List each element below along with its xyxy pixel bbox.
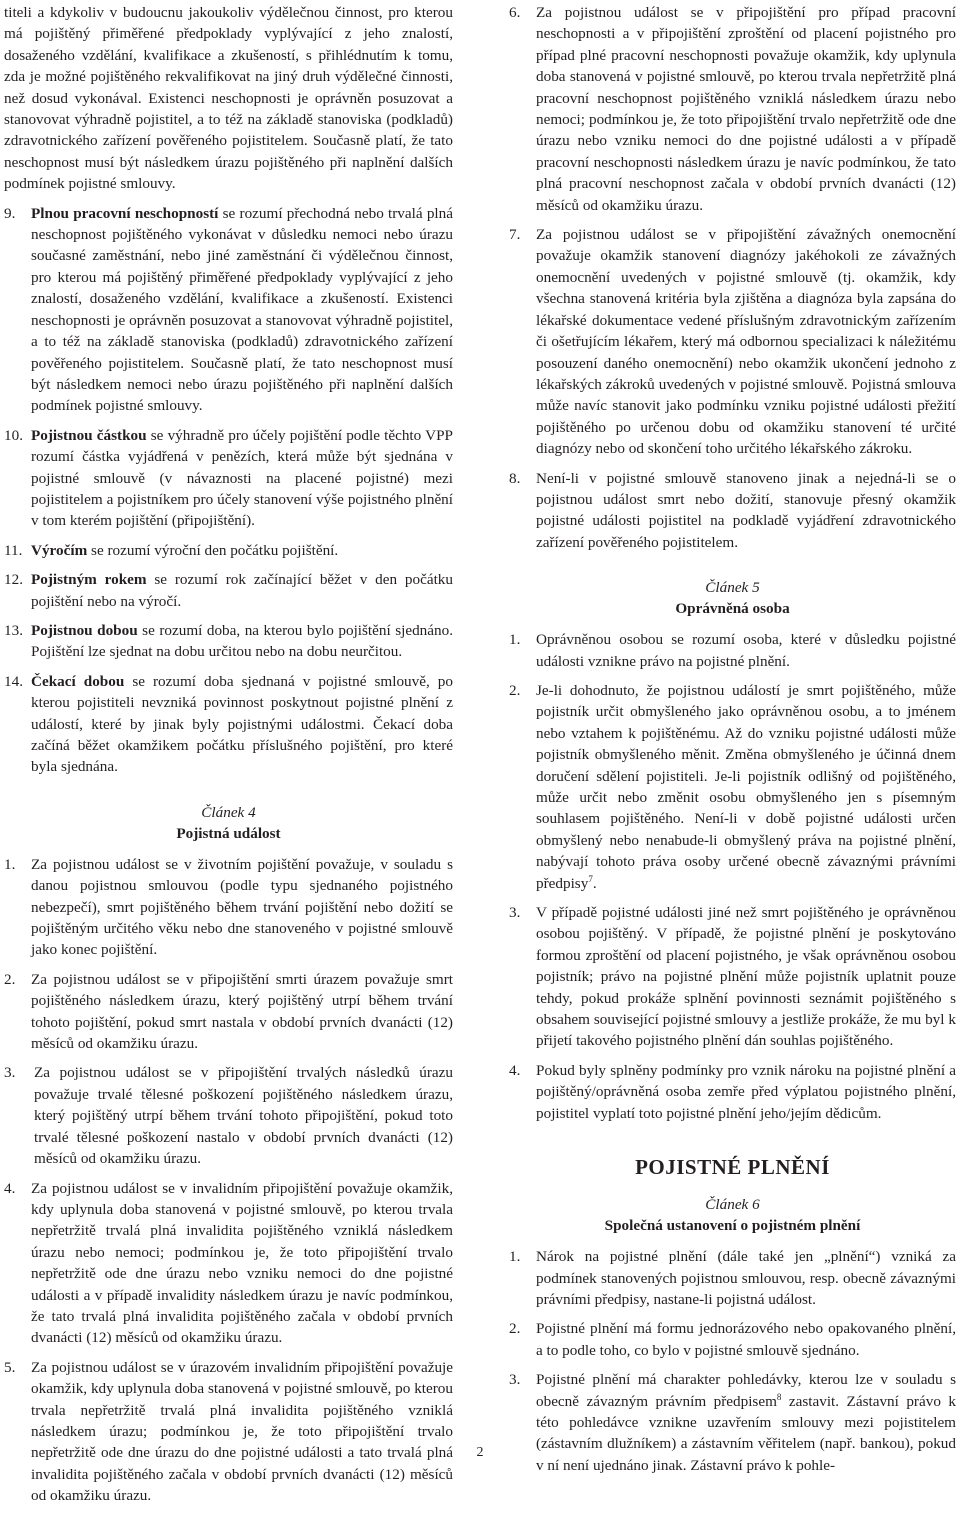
list-item — [509, 1318, 956, 1361]
item-text: V případě pojistné události jiné než smrt pojištěného je oprávněnou osobou pojištěný. V případě, že pojistné plnění je poskytováno formou zproštění od placení pojistného, je však oprávněnou osobou pojistník; právo na pojistné plnění může pojistník uplatnit pouze tehdy, pokud prokáže splnění povinnosti seznámit pojištěného s obsahem související pojistné smlouvy a jestliže prokáže, že mu byl k přijetí takového pojistného plnění dán souhlas pojištěného. — [536, 904, 956, 1050]
article-title: Pojistná událost — [176, 824, 281, 842]
definition-text: se rozumí rok začínající běžet v den počátku pojištění nebo na výročí. — [31, 571, 453, 610]
list-item — [509, 680, 956, 894]
list-item — [509, 224, 956, 459]
item-text: Je-li dohodnuto, že pojistnou událostí je smrt pojištěného, může pojistník určit obmyšleného jako oprávněnou osobu, a to jménem nebo vztahem k pojištěnému. Až do vzniku pojistné události může pojistník obmyšleného měnit. Změna obmyšleného je účinná dnem doručení sdělení pojistiteli. Je-li pojistník odlišný od pojištěného, může určit nebo změnit osobu obmyšleného jen s písemným souhlasem pojištěného. Není-li v době pojistné události určen obmyšlený nebo nenabude-li obmyšlený práva na pojistné plnění, nabývají tohoto práva osoby určené obecně závaznými právními předpisy — [536, 681, 956, 892]
item-number: 11. — [4, 541, 23, 559]
definition-term: Pojistným rokem — [31, 571, 147, 589]
item-number: 1. — [4, 855, 16, 873]
item-number: 1. — [509, 1248, 521, 1266]
article-title: Oprávněná osoba — [675, 600, 790, 618]
list-item — [4, 854, 453, 961]
definitions-list — [4, 203, 453, 778]
definition-text: se rozumí výroční den počátku pojištění. — [87, 541, 339, 559]
footnote-reference: 8 — [776, 1391, 782, 1402]
item-text: Pojistné plnění má charakter pohledávky, kterou lze v souladu s obecně závazným právním předpisem — [536, 1371, 956, 1410]
item-number: 14. — [4, 672, 23, 690]
item-text: Za pojistnou událost se v invalidním připojištění považuje okamžik, kdy uplynula doba stanovená v pojistné smlouvě, po kterou trvala nepřetržitě trvalá plná invalidita pojištěného vzniklá následkem úrazu nebo nemoci; podmínkou je, že toto připojištění trvalo nepřetržitě ode dne úrazu nebo vzniku nemoci do dne pojistné události a v případě invalidity následkem úrazu je navíc podmínkou, že tato trvalá plná invalidita pojištěného začala v období prvních dvanácti (12) měsíců od okamžiku úrazu. — [31, 1179, 453, 1347]
list-item — [509, 2, 956, 216]
article-6-list — [509, 1246, 956, 1476]
definition-item — [4, 569, 453, 612]
intro-paragraph: titeli a kdykoliv v budoucnu jakoukoliv výdělečnou činnost, pro kterou má pojištěný přiměřené předpoklady vyplývající z jeho znalostí, dosaženého vzdělání, kvalifikace a zkušeností, s přihlédnutím k tomu, zda je možné pojištěného rekvalifikovat na jiný druh výdělečné činnosti, než dosud vykonával. Existenci neschopnosti je oprávněn posuzovat a stanovovat výhradně pojistitel, a to též na základě stanoviska (podkladů) zdravotnického zařízení pověřeného pojistitelem. Současně platí, že tato neschopnost musí být následkem úrazu pojištěného při naplnění dalších podmínek pojistné smlouvy. — [4, 4, 453, 193]
item-number: 5. — [4, 1358, 16, 1376]
article-5-list — [509, 629, 956, 1124]
article-4-continued-list — [509, 2, 956, 553]
article-6-heading — [509, 1194, 956, 1236]
article-4-list — [4, 854, 453, 1507]
list-item — [509, 629, 956, 672]
item-text-tail: zastavit. Zástavní právo k této pohledávce vznikne uzavřením smlouvy mezi pojistitelem (zástavním dlužníkem) a zástavním věřitelem (např. bankou), pokud v ní není ujednáno jinak. Zástavní právo k pohle- — [536, 1392, 956, 1474]
list-item — [509, 1246, 956, 1310]
article-label: Článek 6 — [705, 1196, 760, 1214]
article-label: Článek 4 — [201, 803, 256, 821]
item-number: 2. — [4, 970, 16, 988]
definition-item — [4, 671, 453, 778]
list-item — [509, 468, 956, 554]
definition-item — [4, 425, 453, 532]
list-item — [509, 1060, 956, 1124]
article-title: Společná ustanovení o pojistném plnění — [604, 1217, 861, 1235]
article-5-heading — [509, 577, 956, 619]
item-number: 4. — [4, 1179, 16, 1197]
definition-item — [4, 203, 453, 417]
item-number: 7. — [509, 226, 521, 244]
definition-text: se rozumí doba sjednaná v pojistné smlouvě, po kterou pojistiteli nevzniká povinnost poskytnout pojistné plnění z událostí, které by jinak byly pojistnými událostmi. Čekací doba začíná běžet okamžikem počátku příslušného pojištění, pro které byla sjednána. — [31, 672, 453, 776]
definition-text: se rozumí přechodná nebo trvalá plná neschopnost pojištěného vykonávat v důsledku nemoci nebo úrazu současné zaměstnání, nebo jiné zaměstnání či výdělečnou činnost, pro kterou má pojištěný přiměřené předpoklady vyplývající z jeho znalostí, dosaženého vzdělání, kvalifikace a zkušeností. Existenci neschopnosti je oprávněn posuzovat a stanovovat výhradně pojistitel, a to též na základě stanoviska (podkladů) zdravotnického zařízení pověřeného pojistitelem. Současně platí, že tato neschopnost musí být následkem nemoci nebo úrazu pojištěného při naplnění dalších podmínek pojistné smlouvy. — [31, 204, 453, 415]
list-item — [509, 902, 956, 1052]
item-text: Za pojistnou událost se v připojištění trvalých následků úrazu považuje trvalé tělesné poškození pojištěného následkem úrazu, který pojištěný utrpí během trvání tohoto připojištění, pokud toto trvalé tělesné poškození nastalo v období prvních dvanácti (12) měsíců od okamžiku úrazu. — [34, 1064, 453, 1168]
item-text: Za pojistnou událost se v úrazovém invalidním připojištění považuje okamžik, kdy uplynula doba stanovená v pojistné smlouvě, po kterou trvala nepřetržitě trvalá plná invalidita pojištěného vzniklá následkem úrazu; podmínkou je, že toto připojištění trvalo nepřetržitě ode dne úrazu do dne pojistné události a tato trvalá plná invalidita pojištěného začala v období prvních dvanácti (12) měsíců od okamžiku úrazu. — [31, 1358, 453, 1505]
definition-term: Plnou pracovní neschopností — [31, 204, 219, 222]
definition-text: se výhradně pro účely pojištění podle těchto VPP rozumí částka vyjádřená v penězích, která může být sjednána v pojistné smlouvě (v návaznosti na placené pojistné) mezi pojistitelem a pojistníkem pro účely stanovení výše pojistného plnění v tom kterém pojištění (připojištění). — [31, 426, 453, 530]
definition-text: se rozumí doba, na kterou bylo pojištění sjednáno. Pojištění lze sjednat na dobu určitou nebo na dobu neurčitou. — [31, 621, 453, 661]
item-text: Není-li v pojistné smlouvě stanoveno jinak a nejedná-li se o pojistnou událost smrt nebo dožití, stanovuje přesný okamžik pojistné události pojistitel na podkladě vyjádření zdravotnického zařízení pověřeného pojistitelem. — [536, 469, 956, 551]
item-text: Za pojistnou událost se v připojištění závažných onemocnění považuje okamžik stanovení diagnózy jakéhokoli ze závažných onemocnění uvedených v pojistné smlouvě (tj. okamžik, kdy všechna stanovená kritéria byla zjištěna a diagnóza byla zapsána do lékařské dokumentace vedené příslušným zdravotnickým zařízením či ošetřujícím lékařem, který má odbornou specializaci k náležitému posouzení daného onemocnění) nebo okamžik ukončení jednoho z lékařských zákroků uvedených v pojistné smlouvě. Pojistná smlouva může navíc stanovit jako podmínku vzniku pojistné události přežití pojištěného po určenou dobu od okamžiku stanovení té určité diagnózy nebo od skončení toho určitého lékařského zákroku. — [536, 226, 956, 458]
item-number: 4. — [509, 1061, 521, 1079]
footnote-reference: 7 — [588, 873, 593, 884]
item-number: 2. — [509, 1320, 521, 1338]
section-heading: POJISTNÉ PLNĚNÍ — [635, 1155, 830, 1180]
definition-item — [4, 620, 453, 663]
right-column — [509, 2, 956, 1484]
article-4-heading — [4, 802, 453, 844]
item-text: Pokud byly splněny podmínky pro vznik nároku na pojistné plnění a pojištěný/oprávněná osoba zemře před výplatou pojistného plnění, pojistitel vyplatí toto pojistné plnění jeho/jejím dědicům. — [536, 1061, 956, 1122]
item-text: Za pojistnou událost se v životním pojištění považuje, v souladu s danou pojistnou smlouvou (podle typu sjednaného pojistného nebezpečí), smrt pojištěného během trvání pojištění nebo dožití se pojištěným určitého věku nebo dne stanoveného v pojistné smlouvě jako konec pojištění. — [31, 855, 453, 959]
item-number: 1. — [509, 631, 521, 649]
definition-term: Pojistnou dobou — [31, 621, 138, 639]
definition-term: Čekací dobou — [31, 672, 125, 690]
definition-term: Pojistnou částkou — [31, 426, 147, 444]
item-number: 3. — [4, 1064, 16, 1082]
item-number: 12. — [4, 571, 23, 589]
item-number: 3. — [509, 1371, 521, 1389]
page-number: 2 — [476, 1445, 484, 1460]
list-item — [4, 969, 453, 1055]
item-number: 3. — [509, 904, 521, 922]
item-number: 9. — [4, 204, 16, 222]
item-text: Pojistné plnění má formu jednorázového nebo opakovaného plnění, a to podle toho, co bylo v pojistné smlouvě sjednáno. — [536, 1320, 956, 1359]
item-text-tail: . — [592, 874, 597, 892]
item-text: Nárok na pojistné plnění (dále také jen „plnění“) vzniká za podmínek stanovených pojistnou smlouvou, resp. obecně závaznými právními předpisy, nastane-li pojistná událost. — [536, 1248, 956, 1308]
list-item — [4, 1178, 453, 1349]
item-number: 2. — [509, 681, 521, 699]
item-number: 8. — [509, 469, 521, 487]
list-item — [4, 1357, 453, 1507]
list-item — [4, 1062, 453, 1169]
item-text: Oprávněnou osobou se rozumí osoba, které v důsledku pojistné události vznikne právo na pojistné plnění. — [536, 631, 956, 670]
definition-item — [4, 540, 453, 561]
item-number: 10. — [4, 426, 23, 444]
article-label: Článek 5 — [705, 579, 760, 597]
item-number: 6. — [509, 4, 521, 21]
item-text: Za pojistnou událost se v připojištění pro případ pracovní neschopnosti a v připojištění zproštění od placení pojistného pro případ plné pracovní neschopnosti považuje okamžik, kdy uplynula doba stanovená v pojistné smlouvě, po kterou trvala nepřetržitě plná pracovní neschopnost pojištěného vzniklá následkem úrazu nebo nemoci; podmínkou je, že toto připojištění trvalo nepřetržitě ode dne úrazu nebo vzniku nemoci do dne pojistné události a v případě pracovní neschopnosti následkem úrazu je navíc podmínkou, že tato plná pracovní neschopnost začala v období prvních dvanácti (12) měsíců od okamžiku úrazu. — [536, 4, 956, 214]
item-text: Za pojistnou událost se v připojištění smrti úrazem považuje smrt pojištěného následkem úrazu, který pojištěný utrpí během trvání tohoto pojištění, pokud smrt nastala v období prvních dvanácti (12) měsíců od okamžiku úrazu. — [31, 970, 453, 1053]
item-number: 13. — [4, 621, 23, 639]
left-column — [4, 2, 453, 1515]
definition-term: Výročím — [31, 541, 88, 559]
